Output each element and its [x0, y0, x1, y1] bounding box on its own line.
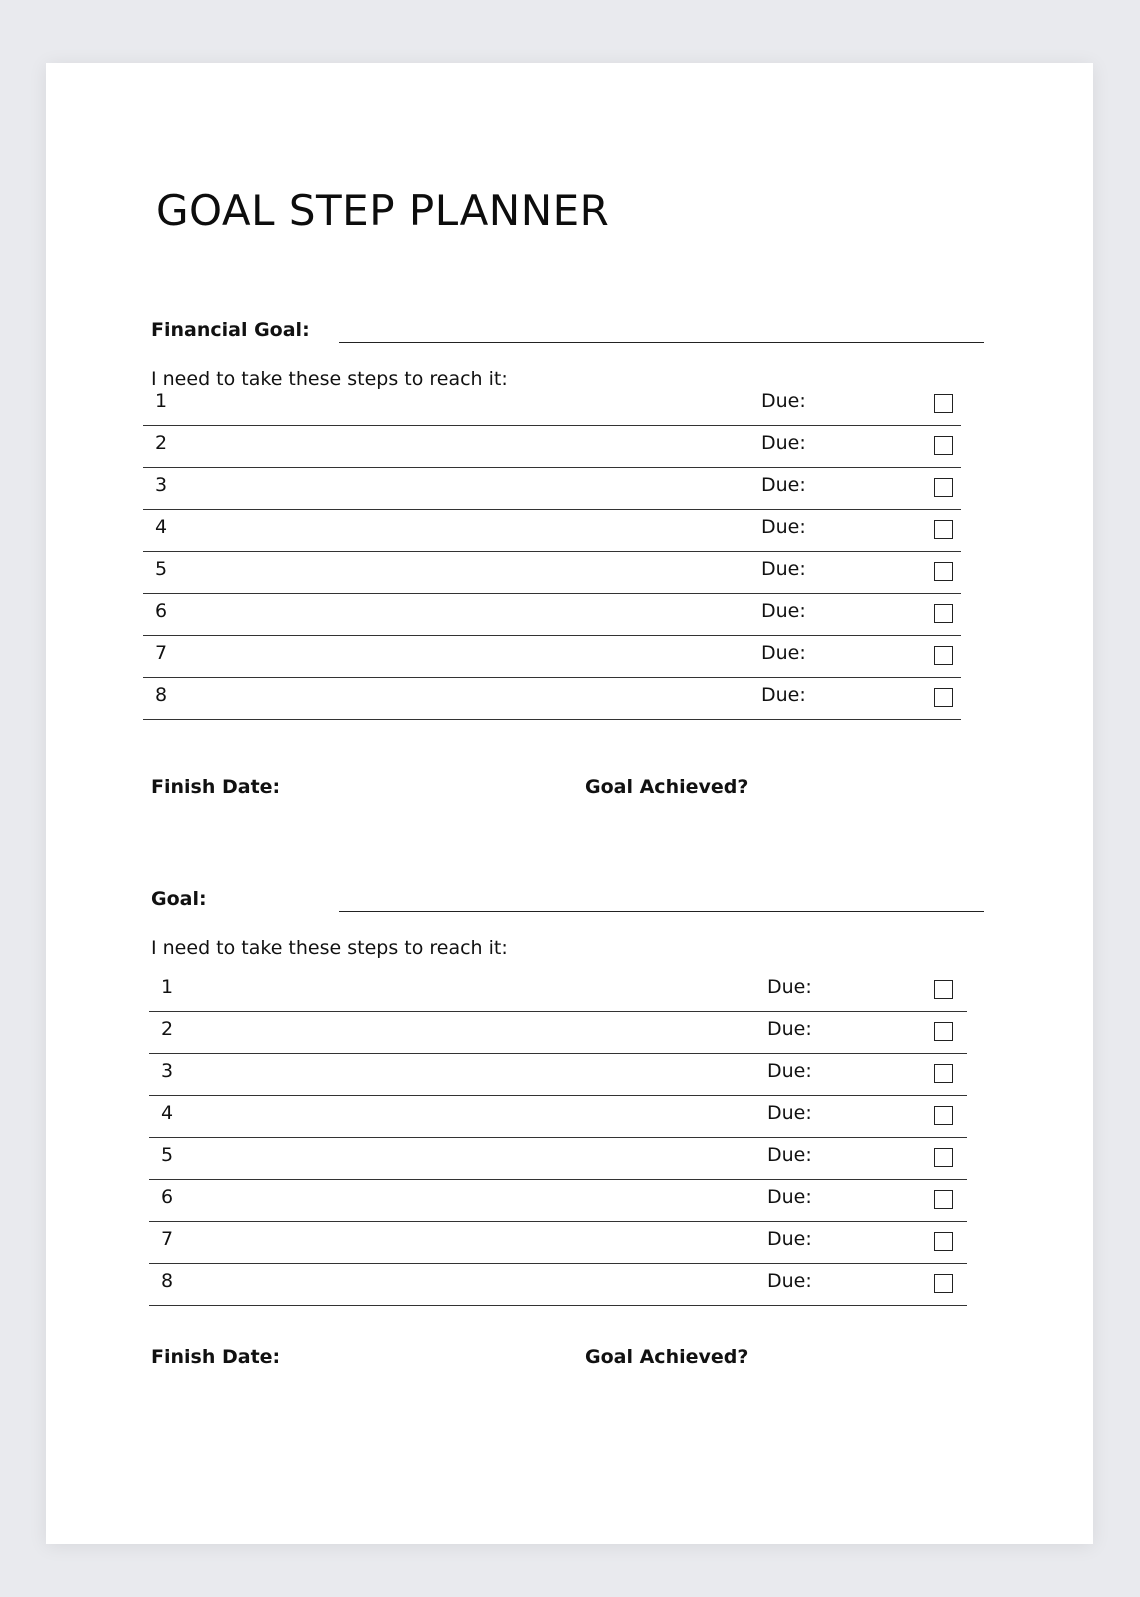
step-due-label: Due: — [761, 474, 806, 496]
step-checkbox[interactable] — [934, 688, 953, 707]
step-number: 6 — [161, 1186, 174, 1208]
step-due-label: Due: — [761, 600, 806, 622]
step-row[interactable] — [143, 384, 961, 426]
step-checkbox[interactable] — [934, 646, 953, 665]
step-due-label: Due: — [761, 558, 806, 580]
steps-intro: I need to take these steps to reach it: — [151, 368, 508, 390]
step-list — [143, 384, 961, 720]
step-due-label: Due: — [761, 684, 806, 706]
step-due-label: Due: — [761, 516, 806, 538]
goal-write-line[interactable] — [339, 342, 984, 343]
step-due-label: Due: — [767, 1144, 812, 1166]
step-due-label: Due: — [767, 1060, 812, 1082]
planner-sheet — [46, 63, 1093, 1544]
goal-label: Financial Goal: — [151, 319, 310, 341]
step-checkbox[interactable] — [934, 980, 953, 999]
step-number: 5 — [161, 1144, 174, 1166]
step-due-label: Due: — [767, 1270, 812, 1292]
step-checkbox[interactable] — [934, 1274, 953, 1293]
goal-write-line[interactable] — [339, 911, 984, 912]
step-row[interactable] — [143, 678, 961, 720]
step-row[interactable] — [149, 1264, 967, 1306]
step-checkbox[interactable] — [934, 394, 953, 413]
step-row[interactable] — [143, 594, 961, 636]
goal-achieved-label: Goal Achieved? — [585, 1346, 749, 1368]
finish-date-label: Finish Date: — [151, 1346, 281, 1368]
step-number: 3 — [161, 1060, 174, 1082]
finish-date-label: Finish Date: — [151, 776, 281, 798]
step-row[interactable] — [143, 426, 961, 468]
step-number: 7 — [155, 642, 168, 664]
step-row[interactable] — [149, 1222, 967, 1264]
step-row[interactable] — [149, 1054, 967, 1096]
steps-intro: I need to take these steps to reach it: — [151, 937, 508, 959]
goal-label: Goal: — [151, 888, 207, 910]
goal-achieved-label: Goal Achieved? — [585, 776, 749, 798]
step-number: 4 — [155, 516, 168, 538]
step-due-label: Due: — [767, 976, 812, 998]
step-row[interactable] — [149, 970, 967, 1012]
step-checkbox[interactable] — [934, 1106, 953, 1125]
step-checkbox[interactable] — [934, 436, 953, 455]
step-row[interactable] — [143, 468, 961, 510]
step-number: 2 — [161, 1018, 174, 1040]
step-due-label: Due: — [761, 432, 806, 454]
step-checkbox[interactable] — [934, 1190, 953, 1209]
step-row[interactable] — [143, 510, 961, 552]
step-row[interactable] — [143, 552, 961, 594]
step-checkbox[interactable] — [934, 562, 953, 581]
step-due-label: Due: — [761, 642, 806, 664]
step-number: 4 — [161, 1102, 174, 1124]
step-checkbox[interactable] — [934, 520, 953, 539]
step-number: 5 — [155, 558, 168, 580]
step-due-label: Due: — [767, 1102, 812, 1124]
step-checkbox[interactable] — [934, 1148, 953, 1167]
step-row[interactable] — [143, 636, 961, 678]
step-checkbox[interactable] — [934, 1232, 953, 1251]
step-number: 3 — [155, 474, 168, 496]
step-number: 8 — [161, 1270, 174, 1292]
step-number: 1 — [161, 976, 174, 998]
step-due-label: Due: — [767, 1186, 812, 1208]
step-number: 8 — [155, 684, 168, 706]
step-list — [149, 970, 967, 1306]
page-title: GOAL STEP PLANNER — [156, 186, 610, 235]
step-number: 2 — [155, 432, 168, 454]
step-due-label: Due: — [767, 1228, 812, 1250]
step-number: 7 — [161, 1228, 174, 1250]
step-row[interactable] — [149, 1138, 967, 1180]
step-checkbox[interactable] — [934, 1064, 953, 1083]
step-row[interactable] — [149, 1096, 967, 1138]
step-row[interactable] — [149, 1180, 967, 1222]
step-due-label: Due: — [761, 390, 806, 412]
step-checkbox[interactable] — [934, 478, 953, 497]
step-due-label: Due: — [767, 1018, 812, 1040]
step-number: 1 — [155, 390, 168, 412]
step-number: 6 — [155, 600, 168, 622]
step-checkbox[interactable] — [934, 604, 953, 623]
step-checkbox[interactable] — [934, 1022, 953, 1041]
step-row[interactable] — [149, 1012, 967, 1054]
